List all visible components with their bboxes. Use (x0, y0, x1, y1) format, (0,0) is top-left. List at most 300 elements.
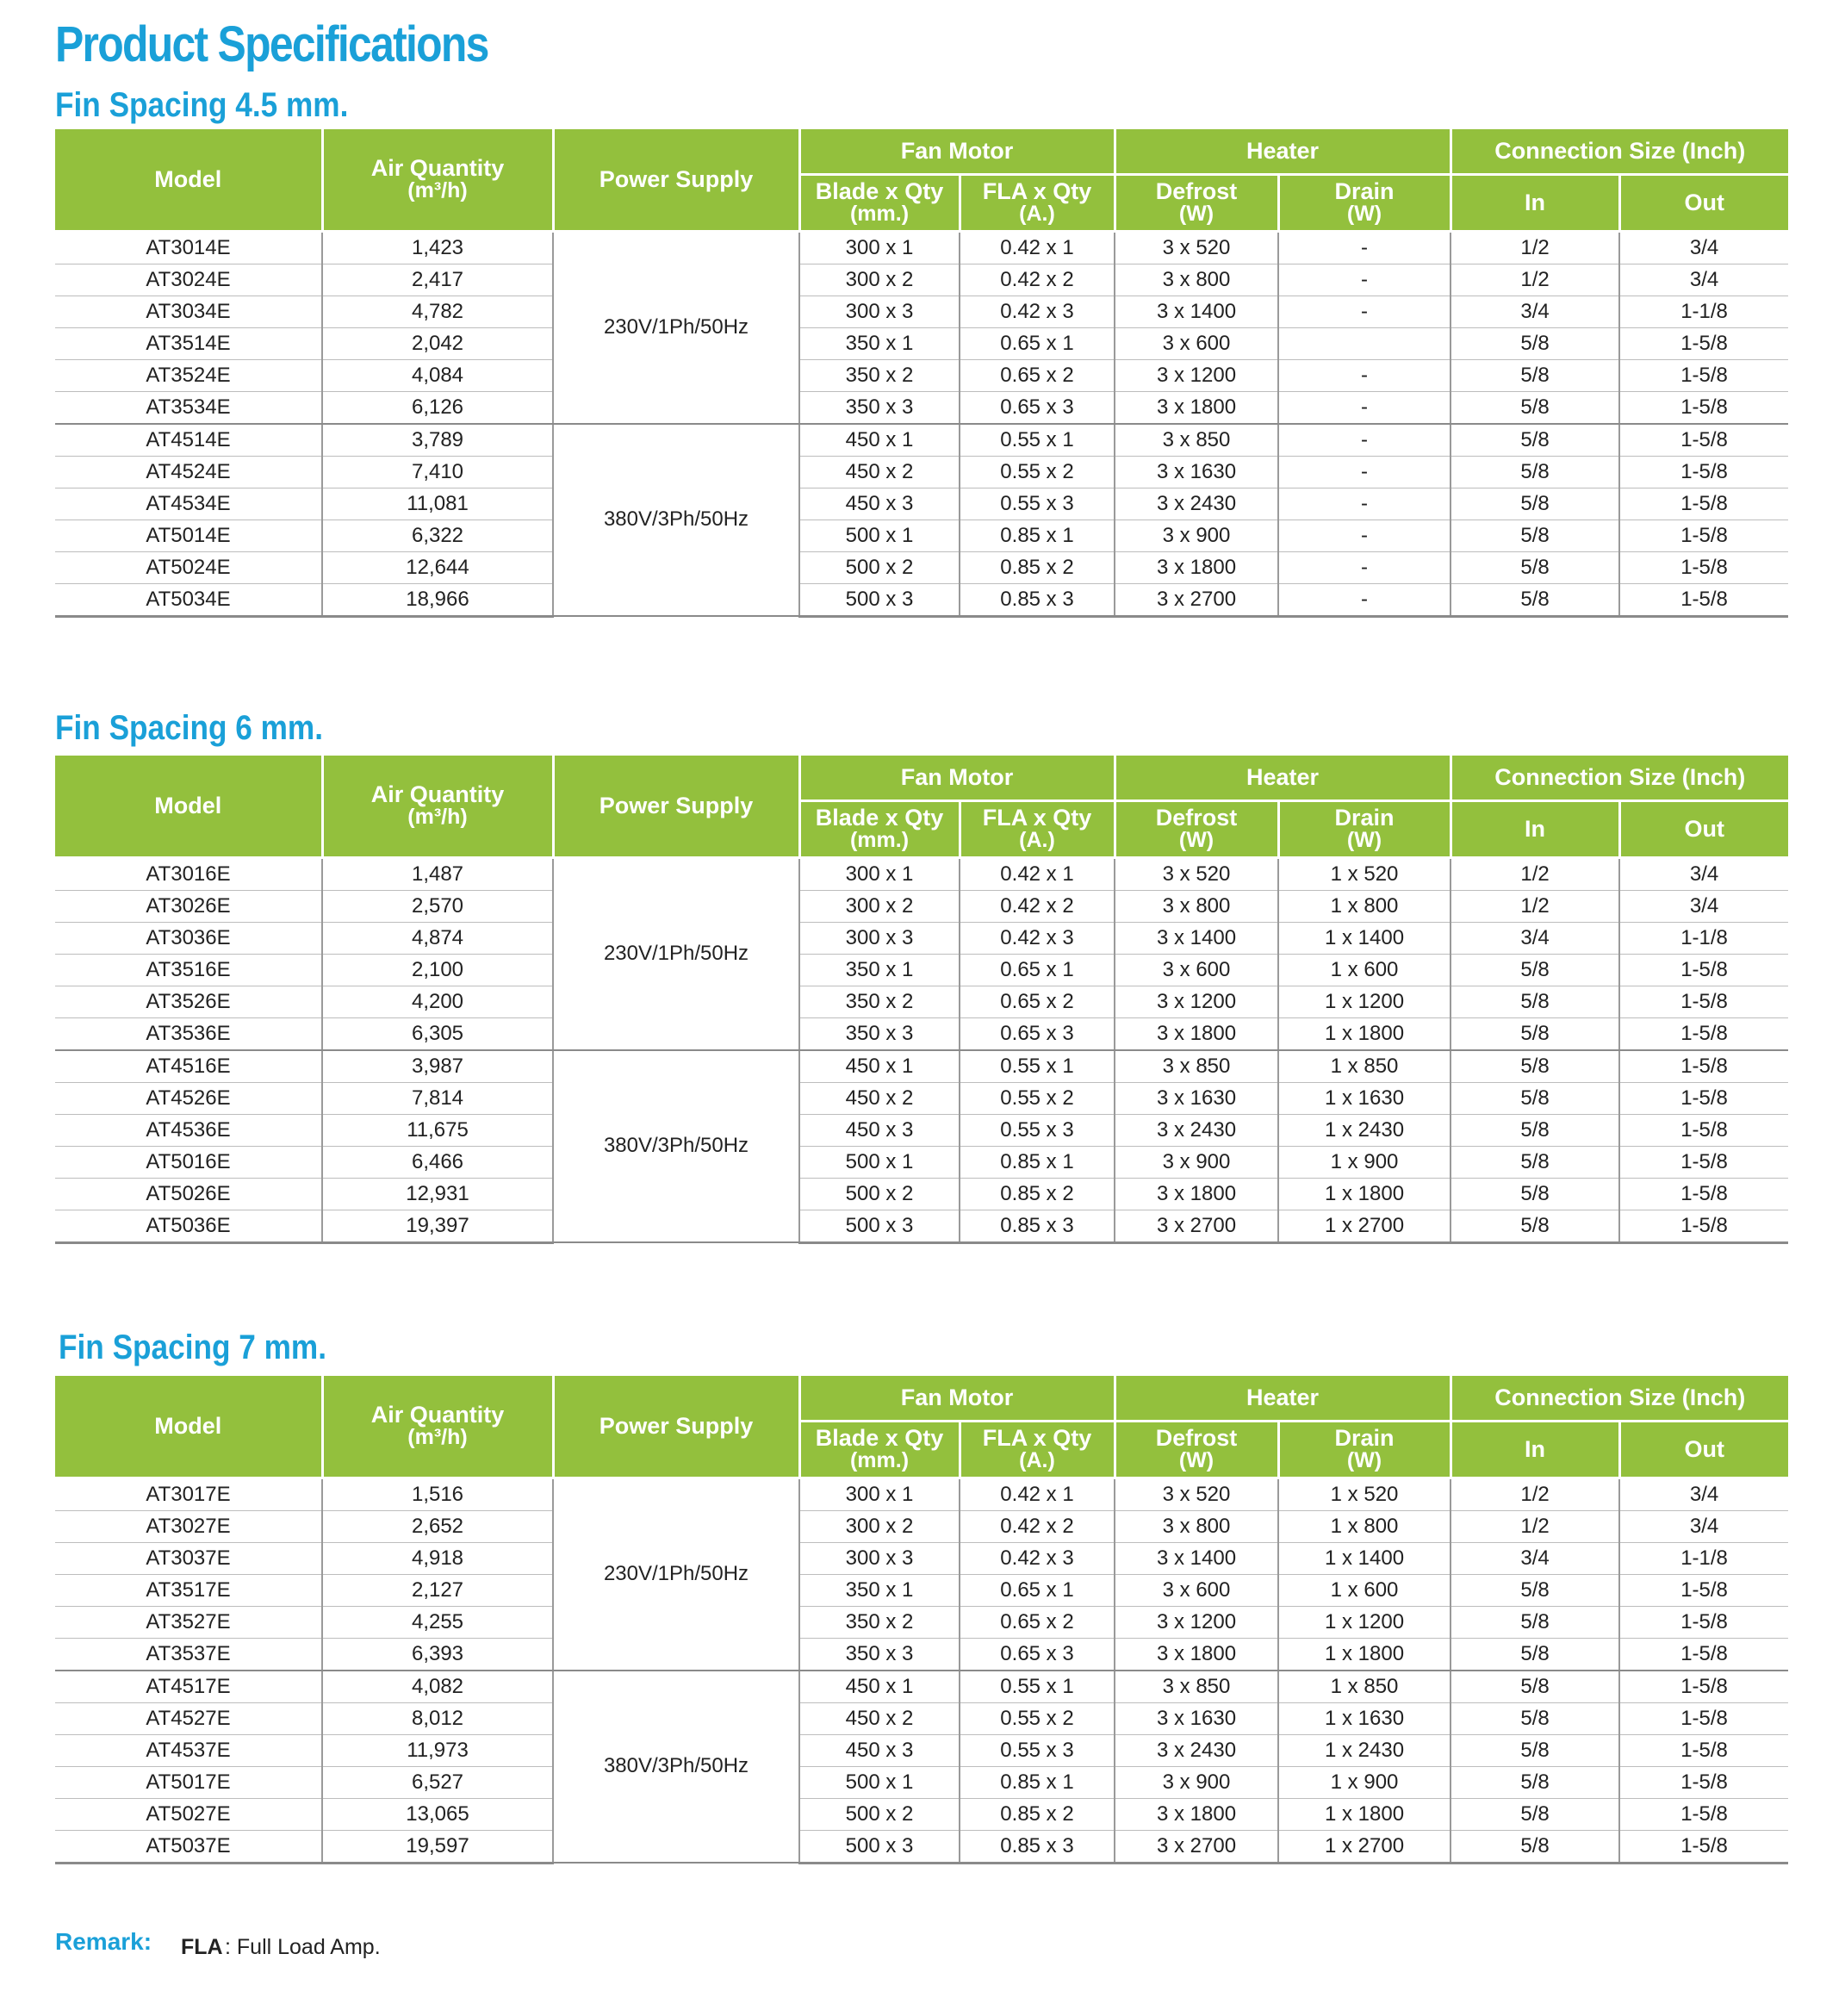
cell-drain: 1 x 520 (1278, 1478, 1451, 1510)
cell-in: 5/8 (1451, 1671, 1619, 1703)
cell-drain: - (1278, 488, 1451, 520)
table-row (55, 264, 1788, 296)
cell-drain: - (1278, 264, 1451, 296)
header-defrost-unit: (W) (1178, 828, 1214, 852)
header-model (55, 756, 322, 857)
cell-in: 5/8 (1451, 1082, 1619, 1114)
header-drain-unit: (W) (1346, 1448, 1382, 1472)
cell-model: AT5024E (55, 551, 322, 583)
header-connection-size (1451, 129, 1788, 174)
cell-fla: 0.85 x 3 (960, 1210, 1115, 1242)
cell-in: 5/8 (1451, 1638, 1619, 1671)
header-air-quantity-unit: (m³/h) (407, 1425, 468, 1450)
cell-fla: 0.55 x 2 (960, 1702, 1115, 1734)
cell-air: 3,987 (322, 1050, 553, 1083)
cell-in: 5/8 (1451, 1574, 1619, 1606)
cell-air: 11,675 (322, 1114, 553, 1146)
cell-fla: 0.85 x 1 (960, 1766, 1115, 1798)
cell-drain: - (1278, 391, 1451, 424)
cell-power-supply: 230V/1Ph/50Hz (553, 1478, 799, 1671)
cell-air: 8,012 (322, 1702, 553, 1734)
header-model (55, 1376, 322, 1478)
cell-in: 5/8 (1451, 954, 1619, 986)
header-defrost-label: Defrost (1155, 1425, 1238, 1451)
cell-blade: 500 x 1 (799, 520, 960, 551)
cell-blade: 450 x 2 (799, 1082, 960, 1114)
cell-fla: 0.42 x 3 (960, 922, 1115, 954)
table-row (55, 551, 1788, 583)
cell-fla: 0.55 x 2 (960, 456, 1115, 488)
cell-out: 1-5/8 (1619, 1146, 1788, 1178)
cell-air: 11,081 (322, 488, 553, 520)
header-drain (1278, 800, 1451, 857)
cell-fla: 0.55 x 3 (960, 488, 1115, 520)
cell-in: 5/8 (1451, 1114, 1619, 1146)
header-blade-qty-unit: (mm.) (849, 202, 910, 226)
cell-in: 5/8 (1451, 583, 1619, 616)
cell-model: AT4516E (55, 1050, 322, 1083)
header-drain-label: Drain (1334, 805, 1395, 831)
spec-table (55, 1376, 1788, 1864)
cell-out: 1-5/8 (1619, 1638, 1788, 1671)
table-row (55, 1702, 1788, 1734)
cell-blade: 350 x 3 (799, 1638, 960, 1671)
cell-out: 3/4 (1619, 231, 1788, 264)
cell-out: 1-5/8 (1619, 1606, 1788, 1638)
cell-in: 5/8 (1451, 1050, 1619, 1083)
cell-air: 2,042 (322, 327, 553, 359)
cell-blade: 350 x 3 (799, 391, 960, 424)
cell-fla: 0.55 x 1 (960, 1671, 1115, 1703)
header-blade-qty (799, 174, 960, 231)
cell-air: 13,065 (322, 1798, 553, 1830)
cell-blade: 500 x 2 (799, 1798, 960, 1830)
cell-air: 12,644 (322, 551, 553, 583)
cell-blade: 450 x 2 (799, 1702, 960, 1734)
cell-fla: 0.55 x 3 (960, 1114, 1115, 1146)
cell-model: AT4517E (55, 1671, 322, 1703)
cell-fla: 0.85 x 2 (960, 1178, 1115, 1210)
cell-in: 5/8 (1451, 1702, 1619, 1734)
table-row (55, 1210, 1788, 1242)
header-drain-unit: (W) (1346, 202, 1382, 226)
header-connection-size-label: Connection Size (Inch) (1494, 763, 1746, 790)
table-row (55, 1830, 1788, 1863)
cell-in: 3/4 (1451, 922, 1619, 954)
table-row (55, 424, 1788, 457)
cell-drain: 1 x 1200 (1278, 1606, 1451, 1638)
cell-in: 5/8 (1451, 551, 1619, 583)
header-defrost-unit: (W) (1178, 202, 1214, 226)
cell-fla: 0.65 x 3 (960, 1017, 1115, 1050)
cell-blade: 350 x 1 (799, 1574, 960, 1606)
cell-power-supply: 380V/3Ph/50Hz (553, 1050, 799, 1243)
cell-air: 19,397 (322, 1210, 553, 1242)
table-row (55, 327, 1788, 359)
header-fla-qty-unit: (A.) (1019, 1448, 1055, 1472)
header-connection-in-label: In (1525, 1435, 1546, 1462)
cell-defrost: 3 x 520 (1115, 857, 1278, 890)
cell-blade: 500 x 2 (799, 551, 960, 583)
header-fla-qty-unit: (A.) (1019, 202, 1055, 226)
table-row (55, 1734, 1788, 1766)
cell-air: 4,084 (322, 359, 553, 391)
cell-in: 5/8 (1451, 391, 1619, 424)
header-air-quantity (322, 756, 553, 857)
cell-defrost: 3 x 2430 (1115, 1734, 1278, 1766)
cell-air: 4,874 (322, 922, 553, 954)
cell-blade: 300 x 3 (799, 296, 960, 327)
header-drain-label: Drain (1334, 1425, 1395, 1451)
header-heater (1115, 1376, 1451, 1421)
remark-term: FLA (181, 1935, 223, 1959)
cell-fla: 0.55 x 3 (960, 1734, 1115, 1766)
cell-model: AT5027E (55, 1798, 322, 1830)
table-row (55, 456, 1788, 488)
cell-out: 1-5/8 (1619, 1798, 1788, 1830)
cell-in: 5/8 (1451, 1146, 1619, 1178)
header-connection-in (1451, 174, 1619, 231)
header-connection-in (1451, 1421, 1619, 1478)
cell-out: 1-5/8 (1619, 391, 1788, 424)
cell-air: 2,127 (322, 1574, 553, 1606)
cell-model: AT3524E (55, 359, 322, 391)
cell-defrost: 3 x 1800 (1115, 1638, 1278, 1671)
cell-defrost: 3 x 2700 (1115, 1830, 1278, 1863)
header-air-quantity (322, 129, 553, 231)
header-heater (1115, 756, 1451, 800)
cell-air: 19,597 (322, 1830, 553, 1863)
cell-fla: 0.42 x 2 (960, 264, 1115, 296)
cell-defrost: 3 x 900 (1115, 1146, 1278, 1178)
cell-in: 3/4 (1451, 296, 1619, 327)
cell-power-supply: 230V/1Ph/50Hz (553, 231, 799, 424)
cell-blade: 450 x 1 (799, 1050, 960, 1083)
cell-blade: 450 x 3 (799, 1734, 960, 1766)
header-power-supply-label: Power Supply (599, 165, 754, 192)
cell-blade: 350 x 2 (799, 359, 960, 391)
cell-in: 1/2 (1451, 1478, 1619, 1510)
header-defrost (1115, 800, 1278, 857)
header-power-supply-label: Power Supply (599, 792, 754, 818)
cell-drain: 1 x 1400 (1278, 1542, 1451, 1574)
header-drain-unit: (W) (1346, 828, 1382, 852)
cell-out: 1-5/8 (1619, 986, 1788, 1017)
cell-air: 2,652 (322, 1510, 553, 1542)
cell-out: 1-5/8 (1619, 1702, 1788, 1734)
header-power-supply (553, 756, 799, 857)
header-fla-qty-unit: (A.) (1019, 828, 1055, 852)
cell-out: 3/4 (1619, 1510, 1788, 1542)
cell-drain: 1 x 1800 (1278, 1017, 1451, 1050)
cell-drain: 1 x 850 (1278, 1671, 1451, 1703)
cell-model: AT3034E (55, 296, 322, 327)
cell-defrost: 3 x 1400 (1115, 922, 1278, 954)
cell-fla: 0.85 x 3 (960, 1830, 1115, 1863)
header-drain (1278, 174, 1451, 231)
cell-defrost: 3 x 800 (1115, 890, 1278, 922)
cell-fla: 0.42 x 1 (960, 1478, 1115, 1510)
header-defrost (1115, 174, 1278, 231)
cell-drain: 1 x 2430 (1278, 1114, 1451, 1146)
cell-in: 5/8 (1451, 424, 1619, 457)
header-air-quantity-label: Air Quantity (370, 155, 505, 182)
cell-fla: 0.55 x 1 (960, 424, 1115, 457)
cell-power-supply: 380V/3Ph/50Hz (553, 424, 799, 617)
header-connection-out-label: Out (1684, 815, 1725, 842)
table-row (55, 1178, 1788, 1210)
section-title: Fin Spacing 7 mm. (59, 1328, 326, 1366)
header-connection-size-label: Connection Size (Inch) (1494, 1384, 1746, 1410)
cell-drain (1278, 327, 1451, 359)
cell-fla: 0.65 x 1 (960, 1574, 1115, 1606)
table-row (55, 296, 1788, 327)
cell-model: AT4527E (55, 1702, 322, 1734)
header-heater-label: Heater (1246, 763, 1320, 790)
cell-model: AT4536E (55, 1114, 322, 1146)
cell-fla: 0.65 x 2 (960, 359, 1115, 391)
cell-model: AT3526E (55, 986, 322, 1017)
header-fla-qty-label: FLA x Qty (982, 1425, 1092, 1451)
cell-in: 5/8 (1451, 1830, 1619, 1863)
cell-blade: 450 x 2 (799, 456, 960, 488)
header-heater-label: Heater (1246, 137, 1320, 164)
cell-air: 18,966 (322, 583, 553, 616)
cell-model: AT3017E (55, 1478, 322, 1510)
cell-model: AT3024E (55, 264, 322, 296)
cell-blade: 350 x 1 (799, 954, 960, 986)
cell-drain: 1 x 1630 (1278, 1702, 1451, 1734)
header-fan-motor-label: Fan Motor (900, 763, 1014, 790)
cell-drain: 1 x 1800 (1278, 1798, 1451, 1830)
cell-defrost: 3 x 1630 (1115, 1082, 1278, 1114)
cell-defrost: 3 x 900 (1115, 520, 1278, 551)
cell-defrost: 3 x 850 (1115, 1671, 1278, 1703)
cell-drain: 1 x 1800 (1278, 1638, 1451, 1671)
cell-blade: 300 x 1 (799, 231, 960, 264)
header-connection-out (1619, 800, 1788, 857)
cell-blade: 500 x 3 (799, 1830, 960, 1863)
cell-out: 3/4 (1619, 264, 1788, 296)
table-row (55, 1542, 1788, 1574)
header-fla-qty (960, 174, 1115, 231)
cell-model: AT3537E (55, 1638, 322, 1671)
header-model (55, 129, 322, 231)
cell-defrost: 3 x 1200 (1115, 359, 1278, 391)
header-connection-out-label: Out (1684, 1435, 1725, 1462)
cell-defrost: 3 x 520 (1115, 1478, 1278, 1510)
header-model-label: Model (154, 165, 222, 192)
cell-out: 1-1/8 (1619, 922, 1788, 954)
cell-in: 5/8 (1451, 1178, 1619, 1210)
header-heater-label: Heater (1246, 1384, 1320, 1410)
cell-out: 1-5/8 (1619, 1574, 1788, 1606)
cell-air: 1,423 (322, 231, 553, 264)
header-fla-qty (960, 800, 1115, 857)
cell-in: 1/2 (1451, 264, 1619, 296)
cell-in: 1/2 (1451, 1510, 1619, 1542)
header-fan-motor (799, 1376, 1115, 1421)
table-row (55, 488, 1788, 520)
cell-out: 1-5/8 (1619, 424, 1788, 457)
cell-out: 1-5/8 (1619, 359, 1788, 391)
header-fla-qty-label: FLA x Qty (982, 805, 1092, 831)
cell-air: 6,126 (322, 391, 553, 424)
table-row (55, 922, 1788, 954)
cell-defrost: 3 x 900 (1115, 1766, 1278, 1798)
header-blade-qty-unit: (mm.) (849, 828, 910, 852)
cell-fla: 0.85 x 3 (960, 583, 1115, 616)
cell-defrost: 3 x 1400 (1115, 296, 1278, 327)
cell-fla: 0.42 x 3 (960, 1542, 1115, 1574)
spec-table (55, 129, 1788, 618)
cell-drain: 1 x 2700 (1278, 1210, 1451, 1242)
table-row (55, 1671, 1788, 1703)
cell-blade: 350 x 3 (799, 1017, 960, 1050)
cell-drain: 1 x 600 (1278, 1574, 1451, 1606)
table-row (55, 1114, 1788, 1146)
cell-in: 3/4 (1451, 1542, 1619, 1574)
cell-model: AT5014E (55, 520, 322, 551)
cell-out: 1-5/8 (1619, 1050, 1788, 1083)
cell-model: AT3534E (55, 391, 322, 424)
cell-model: AT3516E (55, 954, 322, 986)
header-connection-size (1451, 756, 1788, 800)
table-row (55, 1050, 1788, 1083)
cell-fla: 0.65 x 1 (960, 954, 1115, 986)
cell-blade: 500 x 3 (799, 1210, 960, 1242)
header-connection-out-label: Out (1684, 189, 1725, 215)
cell-defrost: 3 x 2430 (1115, 488, 1278, 520)
header-defrost-label: Defrost (1155, 178, 1238, 204)
header-defrost-unit: (W) (1178, 1448, 1214, 1472)
header-defrost (1115, 1421, 1278, 1478)
cell-drain: 1 x 1400 (1278, 922, 1451, 954)
cell-air: 6,527 (322, 1766, 553, 1798)
cell-out: 1-5/8 (1619, 1017, 1788, 1050)
cell-in: 5/8 (1451, 488, 1619, 520)
cell-drain: 1 x 900 (1278, 1766, 1451, 1798)
cell-drain: - (1278, 456, 1451, 488)
cell-defrost: 3 x 2700 (1115, 1210, 1278, 1242)
cell-in: 1/2 (1451, 857, 1619, 890)
cell-air: 2,100 (322, 954, 553, 986)
header-blade-qty (799, 1421, 960, 1478)
table-row (55, 391, 1788, 424)
cell-model: AT3026E (55, 890, 322, 922)
header-fla-qty-label: FLA x Qty (982, 178, 1092, 204)
cell-out: 1-1/8 (1619, 296, 1788, 327)
cell-defrost: 3 x 2430 (1115, 1114, 1278, 1146)
cell-drain: 1 x 600 (1278, 954, 1451, 986)
cell-air: 1,487 (322, 857, 553, 890)
header-air-quantity-label: Air Quantity (370, 781, 505, 808)
header-power-supply (553, 1376, 799, 1478)
cell-out: 1-5/8 (1619, 1830, 1788, 1863)
cell-defrost: 3 x 1200 (1115, 1606, 1278, 1638)
remark-definition: : Full Load Amp. (225, 1935, 381, 1959)
header-heater (1115, 129, 1451, 174)
cell-blade: 350 x 2 (799, 986, 960, 1017)
cell-defrost: 3 x 1800 (1115, 1017, 1278, 1050)
cell-drain: - (1278, 231, 1451, 264)
cell-model: AT5036E (55, 1210, 322, 1242)
cell-blade: 500 x 1 (799, 1766, 960, 1798)
cell-defrost: 3 x 850 (1115, 424, 1278, 457)
cell-in: 5/8 (1451, 359, 1619, 391)
table-row (55, 1146, 1788, 1178)
cell-in: 5/8 (1451, 1210, 1619, 1242)
cell-blade: 500 x 2 (799, 1178, 960, 1210)
cell-drain: 1 x 1630 (1278, 1082, 1451, 1114)
cell-blade: 450 x 3 (799, 488, 960, 520)
cell-defrost: 3 x 1630 (1115, 456, 1278, 488)
table-row (55, 954, 1788, 986)
cell-out: 1-5/8 (1619, 551, 1788, 583)
cell-fla: 0.65 x 2 (960, 1606, 1115, 1638)
header-fan-motor (799, 129, 1115, 174)
cell-air: 7,410 (322, 456, 553, 488)
cell-out: 1-5/8 (1619, 520, 1788, 551)
header-connection-in-label: In (1525, 189, 1546, 215)
cell-fla: 0.65 x 3 (960, 391, 1115, 424)
cell-out: 1-1/8 (1619, 1542, 1788, 1574)
cell-blade: 300 x 2 (799, 264, 960, 296)
header-air-quantity-unit: (m³/h) (407, 805, 468, 830)
header-fan-motor-label: Fan Motor (900, 137, 1014, 164)
cell-fla: 0.42 x 1 (960, 857, 1115, 890)
cell-blade: 300 x 3 (799, 922, 960, 954)
cell-out: 1-5/8 (1619, 583, 1788, 616)
cell-model: AT5034E (55, 583, 322, 616)
cell-defrost: 3 x 1400 (1115, 1542, 1278, 1574)
cell-defrost: 3 x 850 (1115, 1050, 1278, 1083)
header-blade-qty (799, 800, 960, 857)
remark (55, 1928, 381, 1959)
cell-fla: 0.65 x 2 (960, 986, 1115, 1017)
cell-model: AT5017E (55, 1766, 322, 1798)
cell-blade: 300 x 2 (799, 1510, 960, 1542)
cell-drain: - (1278, 424, 1451, 457)
cell-model: AT4524E (55, 456, 322, 488)
cell-model: AT3514E (55, 327, 322, 359)
page-title: Product Specifications (55, 16, 488, 72)
cell-air: 4,918 (322, 1542, 553, 1574)
header-blade-qty-label: Blade x Qty (815, 1425, 944, 1451)
cell-drain: 1 x 1200 (1278, 986, 1451, 1017)
cell-drain: - (1278, 551, 1451, 583)
cell-out: 1-5/8 (1619, 1210, 1788, 1242)
cell-drain: 1 x 1800 (1278, 1178, 1451, 1210)
cell-in: 5/8 (1451, 1798, 1619, 1830)
cell-model: AT5037E (55, 1830, 322, 1863)
cell-in: 5/8 (1451, 1734, 1619, 1766)
cell-defrost: 3 x 600 (1115, 1574, 1278, 1606)
cell-air: 2,417 (322, 264, 553, 296)
cell-model: AT3037E (55, 1542, 322, 1574)
cell-air: 6,393 (322, 1638, 553, 1671)
header-power-supply-label: Power Supply (599, 1412, 754, 1439)
cell-drain: 1 x 850 (1278, 1050, 1451, 1083)
cell-power-supply: 230V/1Ph/50Hz (553, 857, 799, 1050)
cell-out: 1-5/8 (1619, 327, 1788, 359)
cell-blade: 500 x 1 (799, 1146, 960, 1178)
table-row (55, 231, 1788, 264)
cell-defrost: 3 x 1800 (1115, 391, 1278, 424)
cell-model: AT4526E (55, 1082, 322, 1114)
cell-in: 1/2 (1451, 231, 1619, 264)
cell-drain: 1 x 520 (1278, 857, 1451, 890)
